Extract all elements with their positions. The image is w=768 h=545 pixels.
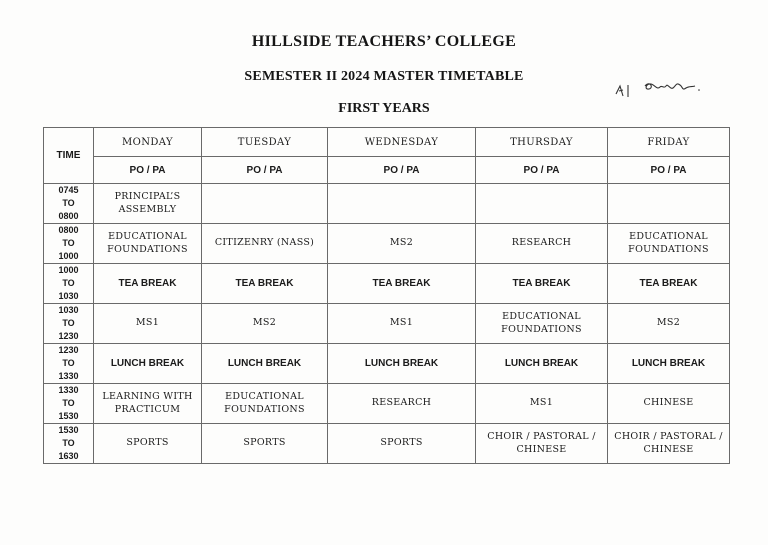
- class-cell: CHOIR / PASTORAL / CHINESE: [476, 424, 608, 464]
- time-line: 1030: [58, 291, 79, 301]
- time-cell: [44, 424, 94, 464]
- class-cell: CHOIR / PASTORAL / CHINESE: [608, 424, 730, 464]
- table-row: [44, 344, 730, 384]
- table-row: [44, 424, 730, 464]
- day-header: FRIDAY: [608, 128, 730, 157]
- class-cell: CHINESE: [608, 384, 730, 424]
- break-cell: TEA BREAK: [476, 264, 608, 304]
- time-line: TO: [62, 198, 75, 208]
- day-header: WEDNESDAY: [328, 128, 476, 157]
- class-cell: EDUCATIONAL FOUNDATIONS: [476, 304, 608, 344]
- time-line: 1530: [58, 425, 79, 435]
- time-line: 1030: [58, 305, 79, 315]
- break-cell: LUNCH BREAK: [94, 344, 202, 384]
- class-cell: MS1: [94, 304, 202, 344]
- time-cell: [44, 224, 94, 264]
- break-cell: LUNCH BREAK: [608, 344, 730, 384]
- class-cell: RESEARCH: [328, 384, 476, 424]
- subheader-cell: PO / PA: [328, 157, 476, 184]
- time-cell: [44, 344, 94, 384]
- time-line: TO: [62, 438, 75, 448]
- class-cell: LEARNING WITH PRACTICUM: [94, 384, 202, 424]
- class-cell: [328, 184, 476, 224]
- time-line: TO: [62, 398, 75, 408]
- table-row: [44, 304, 730, 344]
- group-title: FIRST YEARS: [338, 101, 430, 116]
- class-cell: SPORTS: [202, 424, 328, 464]
- table-row: [44, 184, 730, 224]
- class-cell: SPORTS: [94, 424, 202, 464]
- class-cell: [608, 184, 730, 224]
- class-cell: PRINCIPAL’S ASSEMBLY: [94, 184, 202, 224]
- time-cell: [44, 384, 94, 424]
- subheader-cell: PO / PA: [202, 157, 328, 184]
- time-line: 1230: [58, 345, 79, 355]
- time-cell: [44, 184, 94, 224]
- time-column-header: TIME: [44, 128, 94, 184]
- time-line: 0800: [58, 225, 79, 235]
- time-line: 1330: [58, 385, 79, 395]
- class-cell: RESEARCH: [476, 224, 608, 264]
- table-row: [44, 384, 730, 424]
- time-line: 1000: [58, 265, 79, 275]
- break-cell: TEA BREAK: [94, 264, 202, 304]
- class-cell: EDUCATIONAL FOUNDATIONS: [202, 384, 328, 424]
- time-line: TO: [62, 358, 75, 368]
- time-line: 1230: [58, 331, 79, 341]
- break-cell: LUNCH BREAK: [476, 344, 608, 384]
- college-title: HILLSIDE TEACHERS’ COLLEGE: [251, 33, 517, 50]
- class-cell: MS1: [476, 384, 608, 424]
- time-line: 1630: [58, 451, 79, 461]
- time-line: TO: [62, 278, 75, 288]
- time-line: 0745: [58, 185, 79, 195]
- subheader-cell: PO / PA: [476, 157, 608, 184]
- table-row: [44, 264, 730, 304]
- break-cell: TEA BREAK: [608, 264, 730, 304]
- class-cell: EDUCATIONAL FOUNDATIONS: [94, 224, 202, 264]
- subheader-cell: PO / PA: [94, 157, 202, 184]
- class-cell: MS1: [328, 304, 476, 344]
- class-cell: [476, 184, 608, 224]
- class-cell: MS2: [202, 304, 328, 344]
- day-header: THURSDAY: [476, 128, 608, 157]
- subheader-cell: PO / PA: [608, 157, 730, 184]
- class-cell: CITIZENRY (NASS): [202, 224, 328, 264]
- timetable-title: SEMESTER II 2024 MASTER TIMETABLE: [244, 69, 524, 84]
- time-cell: [44, 264, 94, 304]
- break-cell: LUNCH BREAK: [202, 344, 328, 384]
- time-line: 1000: [58, 251, 79, 261]
- timetable-grid: [43, 127, 730, 464]
- time-cell: [44, 304, 94, 344]
- class-cell: EDUCATIONAL FOUNDATIONS: [608, 224, 730, 264]
- time-line: 0800: [58, 211, 79, 221]
- break-cell: LUNCH BREAK: [328, 344, 476, 384]
- day-header: TUESDAY: [202, 128, 328, 157]
- class-cell: MS2: [608, 304, 730, 344]
- class-cell: [202, 184, 328, 224]
- class-cell: SPORTS: [328, 424, 476, 464]
- time-line: TO: [62, 318, 75, 328]
- handwritten-signature: [610, 74, 710, 104]
- day-header: MONDAY: [94, 128, 202, 157]
- day-header-row: [44, 128, 730, 157]
- time-line: 1530: [58, 411, 79, 421]
- break-cell: TEA BREAK: [328, 264, 476, 304]
- table-row: [44, 224, 730, 264]
- time-line: 1330: [58, 371, 79, 381]
- time-line: TO: [62, 238, 75, 248]
- break-cell: TEA BREAK: [202, 264, 328, 304]
- subheader-row: [44, 157, 730, 184]
- class-cell: MS2: [328, 224, 476, 264]
